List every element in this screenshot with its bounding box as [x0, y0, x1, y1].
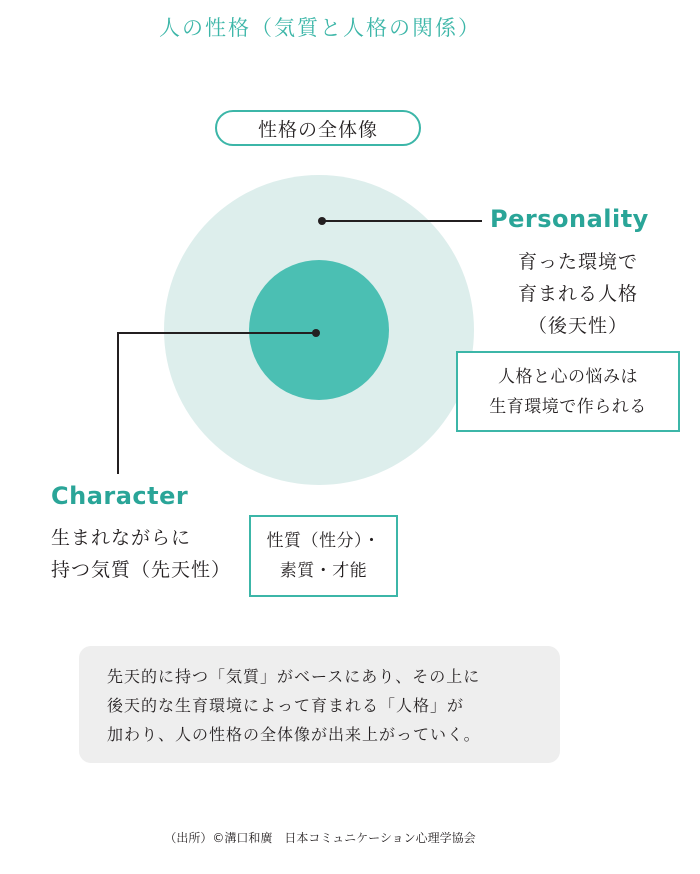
personality-line: （後天性）	[527, 315, 628, 337]
summary-note	[79, 646, 560, 763]
personality-box-line: 生育環境で作られる	[489, 396, 647, 417]
personality-description	[498, 246, 658, 342]
character-line: 持つ気質（先天性）	[51, 559, 232, 581]
character-description	[51, 522, 231, 586]
character-note-box	[249, 515, 398, 597]
summary-line: 後天的な生育環境によって育まれる「人格」が	[107, 696, 465, 715]
character-box-line: 素質・才能	[279, 561, 368, 581]
character-leader-line	[118, 333, 316, 474]
personality-line: 育まれる人格	[517, 283, 638, 305]
personality-box-line: 人格と心の悩みは	[498, 366, 638, 387]
source-credit: （出所）©溝口和廣 日本コミュニケーション心理学協会	[164, 831, 476, 845]
summary-line: 先天的に持つ「気質」がベースにあり、その上に	[107, 667, 481, 686]
overview-label: 性格の全体像	[215, 110, 421, 146]
personality-heading: Personality	[490, 205, 649, 233]
character-heading: Character	[51, 482, 189, 510]
personality-line: 育った環境で	[517, 251, 638, 273]
character-line: 生まれながらに	[51, 527, 192, 549]
personality-anchor-dot	[318, 217, 326, 225]
personality-note-box	[456, 351, 680, 432]
character-box-line: 性質（性分）・	[266, 531, 381, 551]
character-anchor-dot	[312, 329, 320, 337]
summary-line: 加わり、人の性格の全体像が出来上がっていく。	[107, 725, 481, 744]
page-title: 人の性格（気質と人格の関係）	[159, 16, 481, 40]
